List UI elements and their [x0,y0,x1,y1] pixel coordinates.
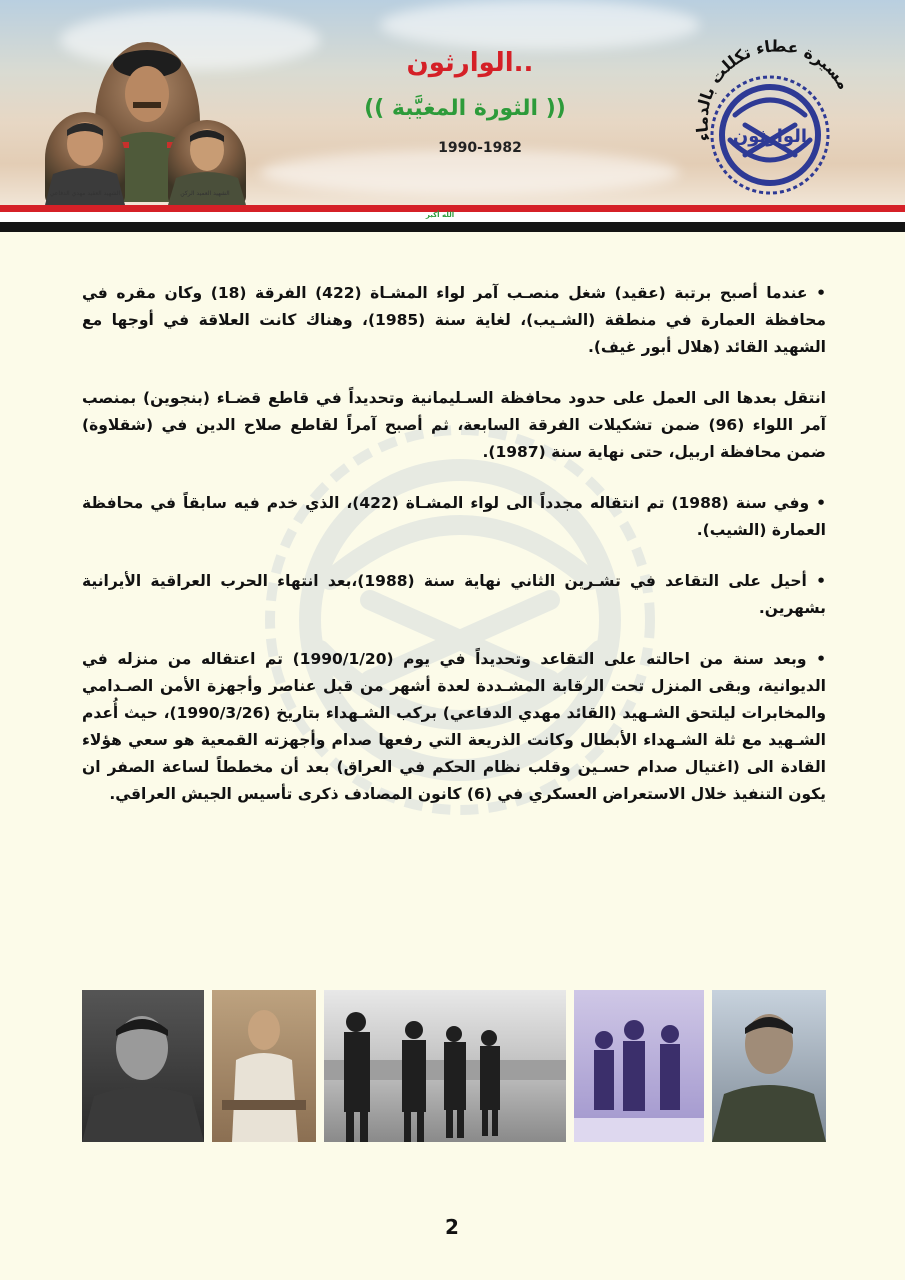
years-range: 1990-1982 [438,140,522,156]
page-number: 2 [445,1215,459,1239]
portrait-caption: الشهيد العقيد مهدي الدفاعي [49,190,121,197]
photo-portrait-officer [712,990,826,1142]
cloud-decoration [260,150,680,195]
portrait-caption: الشهيد العميد الركن [180,190,230,197]
people-photo-icon [574,990,704,1142]
paragraph: • وبعد سنة من احالته على التقاعد وتحديداً في يوم (1990/1/20) تم اعتقاله من منزله في الديوانية، وبقى المنزل تحت الرقابة المشـددة لعدة أشهر من قبل عناصر وأجهزة الأمن الصـدامي والمخابرات ليلتحق الشـهيد (القائد مهدي الدفاعي) بركب الشـهداء بتاريخ (1990/3/26)، حيث أُعدم الشـهيد مع ثلة الشـهداء الأبطال وكانت الذريعة التي رفعها صدام وأجهزته القمعية هو سعي هؤلاء القادة الى (اغتيال صدام حسـين وقلب نظام الحكم في العراق) بعد أن مخططاً لساعة الصفر ان يكون التنفيذ خلال الاستعراض العسكري في (6) كانون المصادف ذكرى تأسيس الجيش العراقي. [82,650,826,803]
photo-walking-group [574,990,704,1142]
logo-emblem-icon [690,30,860,205]
page-header [0,0,905,205]
logo-arc-text: مسيرة عطاء تكللت بالدماء [692,36,854,144]
paragraph: انتقل بعدها الى العمل على حدود محافظة السـليمانية وتحديداً في قاطع قضـاء (بنجوين) بمنصب آمر اللواء (96) ضمن تشكيلات الفرقة السابعة، ثم أصبح آمراً لقاطع صلاح الدين في (شقلاوة) ضمن محافظة اربيل، حتى نهاية سنة (1987). [82,389,826,461]
page-subtitle: (( الثورة المغيَّبة )) [364,96,566,121]
logo-main-text: الوارثون [732,126,808,147]
photo-seated-officer [212,990,316,1142]
portraits-collage [40,40,250,205]
calligraphy-logo [690,30,860,205]
person-photo-icon [212,990,316,1142]
photo-strip [82,990,826,1142]
person-photo-icon [82,990,204,1142]
soldiers-photo-icon [324,990,566,1142]
photo-military-parade [324,990,566,1142]
photo-portrait-young [82,990,204,1142]
page-title: الوارثون.. [406,48,534,78]
flag-motto: الله أكبر [425,211,455,219]
article-body [82,280,826,832]
paragraph: • وفي سنة (1988) تم انتقاله مجدداً الى لواء المشـاة (422)، الذي خدم فيه سابقاً في محافظة العمارة (الشيب). [82,494,826,539]
flag-black-stripe [0,222,905,232]
person-photo-icon [712,990,826,1142]
paragraph: • أحيل على التقاعد في تشـرين الثاني نهاية سنة (1988)،بعد انتهاء الحرب العراقية الأيرانية بشهرين. [82,572,826,617]
cloud-decoration [380,0,700,50]
paragraph: • عندما أصبح برتبة (عقيد) شغل منصـب آمر لواء المشـاة (422) الفرقة (18) وكان مقره في محافظة العمارة في منطقة (الشـيب)، لغاية سنة (1985)، وهناك كانت العلاقة في أوجها مع الشهيد القائد (هلال أبور غيف). [82,284,826,356]
